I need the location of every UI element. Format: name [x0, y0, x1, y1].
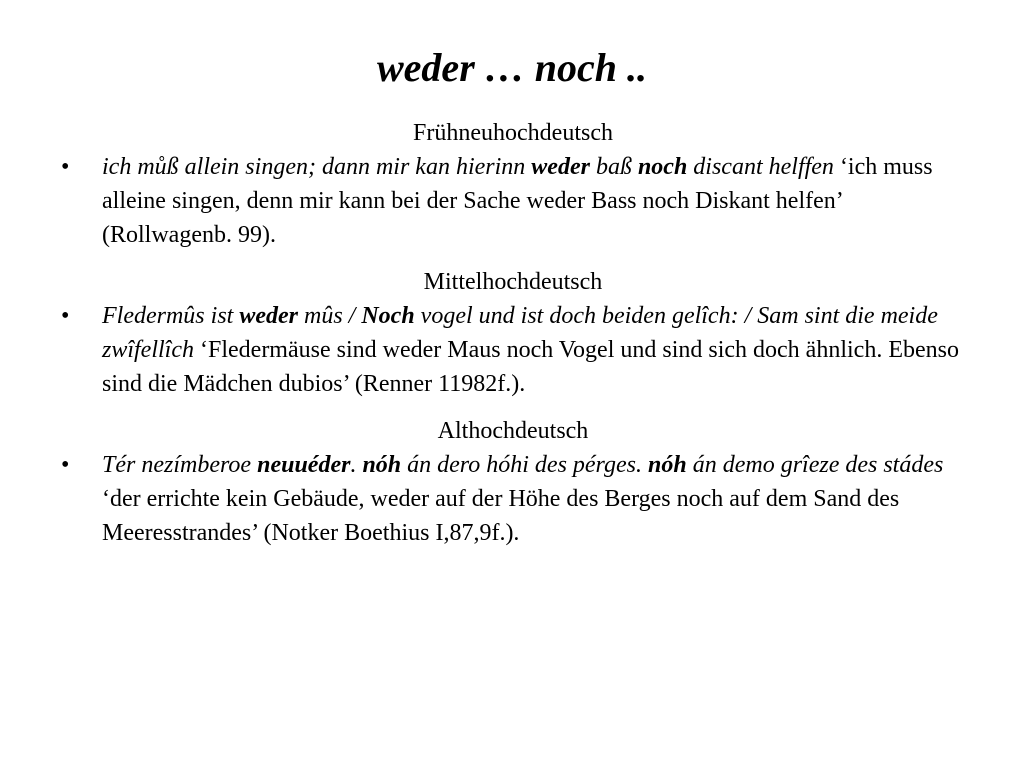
- quoted-source-text: Tér nezímberoe: [102, 452, 258, 478]
- section: [60, 266, 966, 401]
- bullet-text: [102, 448, 966, 550]
- emphasized-text: nóh: [648, 452, 687, 478]
- slide-content: [60, 117, 966, 564]
- emphasized-text: Noch: [361, 303, 415, 329]
- slide-title: weder … noch ..: [377, 45, 647, 90]
- emphasized-text: weder: [239, 303, 298, 329]
- bullet-icon: •: [61, 154, 70, 180]
- bullet-item: [60, 299, 966, 401]
- section: [60, 415, 966, 550]
- translation-text: ‘ich muss alleine singen, denn mir kann bei der Sache weder Bass noch Diskant helfen’ (Rollwagenb. 99).: [102, 154, 933, 248]
- quoted-source-text: án demo grîeze des stádes: [686, 452, 944, 478]
- quoted-source-text: baß: [589, 154, 638, 180]
- quoted-source-text: discant helffen: [687, 154, 834, 180]
- quoted-source-text: mûs /: [297, 303, 362, 329]
- quoted-source-text: vogel und ist doch beiden gelîch: / Sam sint die meide zwîfellîch: [102, 303, 938, 363]
- quoted-source-text: án dero hóhi des pérges.: [401, 452, 648, 478]
- bullet-text: [102, 299, 966, 401]
- bullet-text: [102, 150, 966, 252]
- quoted-source-text: Fledermûs ist: [102, 303, 240, 329]
- section-heading: Mittelhochdeutsch: [423, 269, 603, 295]
- section: [60, 117, 966, 252]
- bullet-item: [60, 448, 966, 550]
- bullet-item: [60, 150, 966, 252]
- quoted-source-text: .: [350, 452, 363, 478]
- translation-text: ‘Fledermäuse sind weder Maus noch Vogel und sind sich doch ähnlich. Ebenso sind die Mädchen dubios’ (Renner 11982f.).: [102, 337, 959, 397]
- emphasized-text: nóh: [362, 452, 402, 478]
- section-heading: Frühneuhochdeutsch: [413, 120, 613, 146]
- translation-text: ‘der errichte kein Gebäude, weder auf der Höhe des Berges noch auf dem Sand des Meeresstrandes’ (Notker Boethius I,87,9f.).: [102, 486, 900, 546]
- bullet-icon: •: [61, 452, 70, 478]
- quoted-source-text: ich můß allein singen; dann mir kan hierinn: [102, 154, 532, 180]
- emphasized-text: neuuéder: [257, 452, 351, 478]
- bullet-icon: •: [61, 303, 70, 329]
- emphasized-text: noch: [637, 154, 688, 180]
- section-heading: Althochdeutsch: [437, 418, 589, 444]
- emphasized-text: weder: [531, 154, 590, 180]
